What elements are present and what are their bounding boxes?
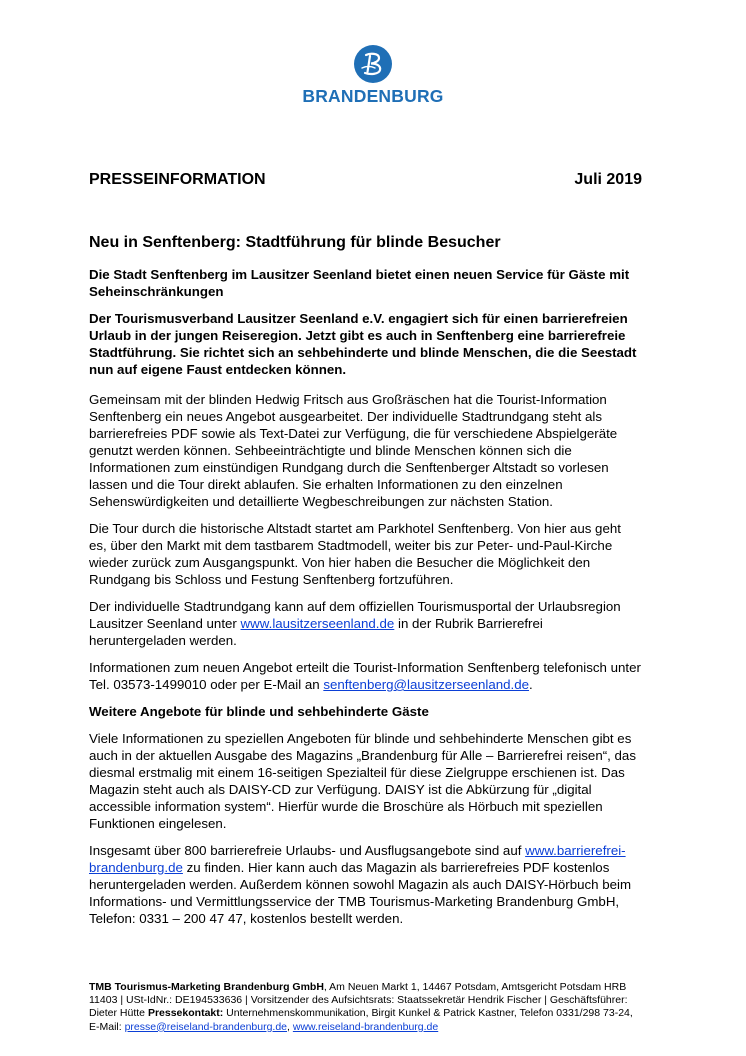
lausitzerseenland-link[interactable]: www.lausitzerseenland.de [240, 616, 395, 631]
footer-company: TMB Tourismus-Marketing Brandenburg GmbH [89, 981, 324, 993]
footer-text-2: Unternehmenskommunikation, Birgit Kunkel & Patrick Kastner, Telefon 0331/298 73-24, E-Mail: [89, 1007, 633, 1033]
article-title: Neu in Senftenberg: Stadtführung für blinde Besucher [89, 234, 501, 251]
footer-web-link[interactable]: www.reiseland-brandenburg.de [292, 1020, 439, 1033]
document-body [89, 170, 642, 927]
logo [0, 44, 746, 106]
paragraph-4 [89, 659, 642, 693]
paragraph-6 [89, 842, 642, 927]
paragraph-4-text-a: Informationen zum neuen Angebot erteilt die Tourist-Information Senftenberg telefonisch unter Tel. 03573-1499010 oder per E-Mail an [89, 660, 641, 692]
footer-email-link[interactable]: presse@reiseland-brandenburg.de [124, 1020, 288, 1033]
footer-separator: , [287, 1020, 293, 1033]
paragraph-3-text-a: Der individuelle Stadtrundgang kann auf dem offiziellen Tourismusportal der Urlaubsregion Lausitzer Seenland unter [89, 599, 621, 631]
paragraph-1: Gemeinsam mit der blinden Hedwig Fritsch aus Großräschen hat die Tourist-Information Senftenberg ein neues Angebot ausgearbeitet. Der individuelle Stadtrundgang steht als barrierefreies PDF sowie als Text-Datei zur Verfügung, die für verschiedene Abspielgeräte genutzt werden können. Sehbeeinträchtigte und blinde Menschen können sich die Informationen zum einstündigen Rundgang durch die Senftenberger Altstadt so vorlesen lassen und die Tour direkt ablaufen. Sie erhalten Informationen zu den einzelnen Sehenswürdigkeiten und detaillierte Wegbeschreibungen zur nächsten Station. [89, 392, 618, 509]
article-subtitle: Die Stadt Senftenberg im Lausitzer Seenland bietet einen neuen Service für Gäste mit Seheinschränkungen [89, 267, 630, 299]
logo-wordmark: BRANDENBURG [302, 86, 444, 106]
paragraph-2: Die Tour durch die historische Altstadt startet am Parkhotel Senftenberg. Von hier aus geht es, über den Markt mit dem tastbarem Stadtmodell, weiter bis zur Peter- und-Paul-Kirche wieder zurück zum Ausgangspunkt. Von hier haben die Besucher die Möglichkeit den Rundgang bis Schloss und Festung Senftenberg fortzuführen. [89, 521, 621, 587]
article-lead: Der Tourismusverband Lausitzer Seenland e.V. engagiert sich für einen barrierefreien Urlaub in der jungen Reiseregion. Jetzt gibt es auch in Senftenberg eine barrierefreie Stadtführung. Sie richtet sich an sehbehinderte und blinde Menschen, die die Seestadt nun auf eigene Faust entdecken können. [89, 311, 637, 377]
press-date: Juli 2019 [574, 171, 642, 188]
paragraph-6-text-a: Insgesamt über 800 barrierefreie Urlaubs- und Ausflugsangebote sind auf [89, 843, 526, 858]
footer-text-1: , Am Neuen Markt 1, 14467 Potsdam, Amtsgericht Potsdam HRB 11403 | USt-IdNr.: DE194533636 | Vorsitzender des Aufsichtsrats: Staatssekretär Hendrik Fischer | Geschäftsführer: Dieter Hütte [89, 981, 628, 1020]
senftenberg-email-link[interactable]: senftenberg@lausitzerseenland.de [323, 677, 530, 692]
brandenburg-b-logo-icon [353, 44, 393, 84]
press-label: PRESSEINFORMATION [89, 171, 266, 188]
footer [89, 981, 642, 1034]
paragraph-6-text-b: zu finden. Hier kann auch das Magazin als barrierefreies PDF kostenlos heruntergeladen werden. Außerdem können sowohl Magazin als auch DAISY-Hörbuch beim Informations- und Vermittlungsservice der TMB Tourismus-Marketing Brandenburg GmbH, Telefon: 0331 – 200 47 47, kostenlos bestellt werden. [89, 860, 632, 926]
paragraph-4-text-b: . [529, 677, 533, 692]
section-heading: Weitere Angebote für blinde und sehbehinderte Gäste [89, 704, 429, 719]
paragraph-3-text-b: in der Rubrik Barrierefrei heruntergeladen werden. [89, 616, 543, 648]
barrierefrei-brandenburg-link[interactable]: www.barrierefrei-brandenburg.de [89, 843, 626, 875]
footer-contact-label: Pressekontakt: [147, 1007, 224, 1020]
press-header [89, 170, 642, 190]
paragraph-3 [89, 598, 642, 649]
paragraph-5: Viele Informationen zu speziellen Angeboten für blinde und sehbehinderte Menschen gibt es auch in der aktuellen Ausgabe des Magazins „Brandenburg für Alle – Barrierefrei reisen“, das diesmal erstmalig mit einem 16-seitigen Spezialteil für diese Zielgruppe erschienen ist. Das Magazin steht auch als DAISY-CD zur Verfügung. DAISY ist die Abkürzung für „digital accessible information system“. Hierfür wurde die Broschüre als Hörbuch mit speziellen Funktionen eingelesen. [89, 731, 636, 831]
